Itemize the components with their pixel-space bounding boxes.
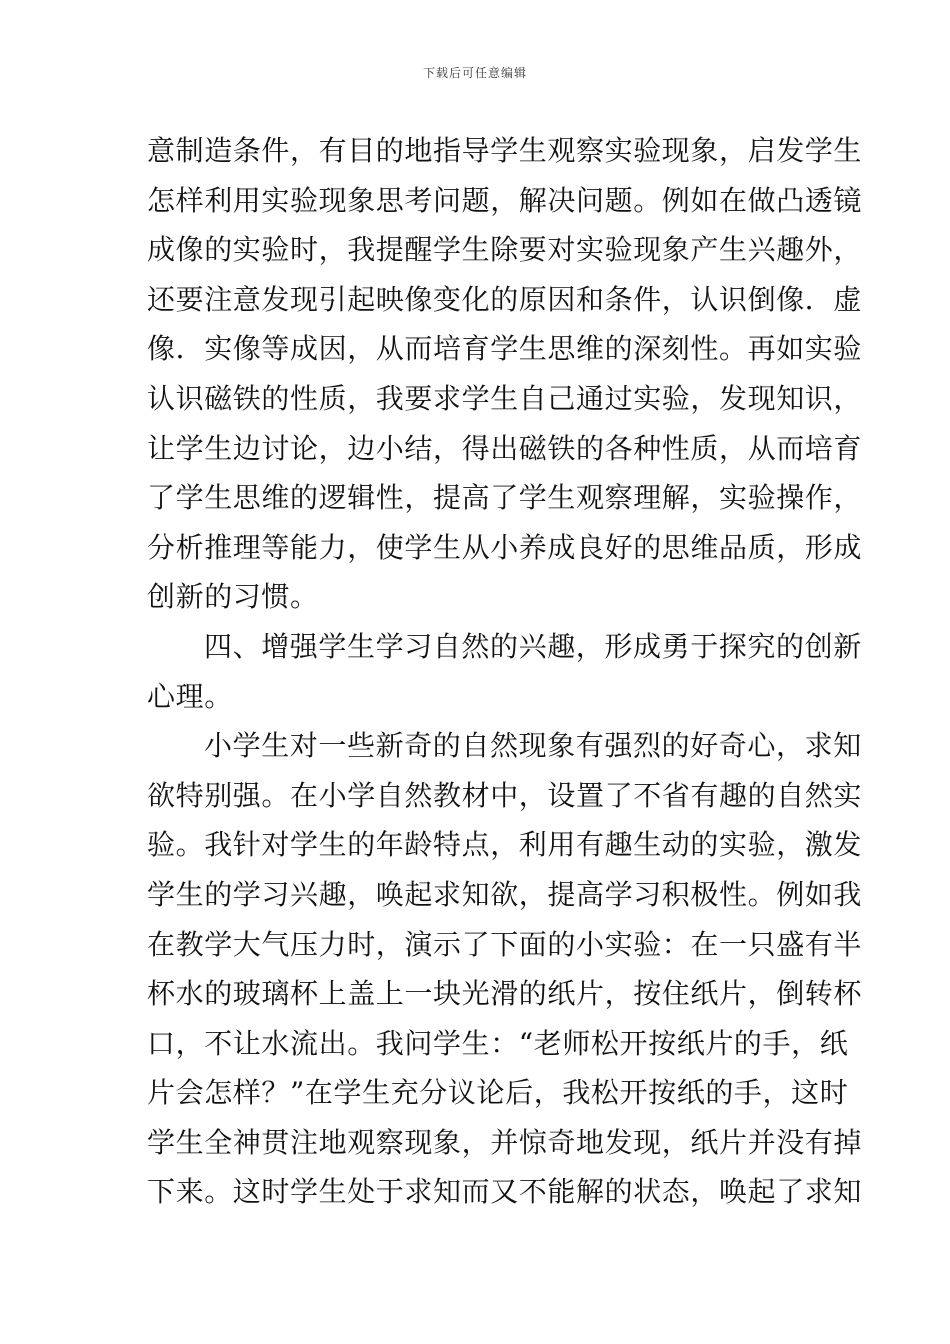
text-line: 怎样利用实验现象思考问题，解决问题。例如在做凸透镜 — [147, 183, 863, 217]
text-line: 还要注意发现引起映像变化的原因和条件，认识倒像．虚 — [147, 282, 863, 316]
document-body — [147, 126, 863, 1217]
text-line: 下来。这时学生处于求知而又不能解的状态，唤起了求知 — [147, 1175, 863, 1209]
text-line: 分析推理等能力，使学生从小养成良好的思维品质，形成 — [147, 530, 863, 564]
page-header-note: 下载后可任意编辑 — [422, 66, 527, 80]
section-heading: 四、增强学生学习自然的兴趣，形成勇于探究的创新 — [204, 629, 862, 663]
text-line: 学生全神贯注地观察现象，并惊奇地发现，纸片并没有掉 — [147, 1125, 863, 1159]
text-line: 认识磁铁的性质，我要求学生自己通过实验，发现知识， — [147, 381, 863, 415]
text-line: 创新的习惯。 — [147, 580, 319, 614]
text-line: 成像的实验时，我提醒学生除要对实验现象产生兴趣外， — [147, 233, 863, 267]
section-heading-continued: 心理。 — [147, 679, 233, 713]
text-line: 在教学大气压力时，演示了下面的小实验：在一只盛有半 — [147, 927, 863, 961]
text-line: 学生的学习兴趣，唤起求知欲，提高学习积极性。例如我 — [147, 877, 863, 911]
text-line: 口，不让水流出。我问学生：“老师松开按纸片的手，纸 — [147, 1026, 849, 1060]
text-line: 了学生思维的逻辑性，提高了学生观察理解，实验操作， — [147, 481, 863, 515]
text-line: 验。我针对学生的年龄特点，利用有趣生动的实验，激发 — [147, 828, 863, 862]
text-line: 让学生边讨论，边小结，得出磁铁的各种性质，从而培育 — [147, 431, 863, 465]
text-line: 片会怎样？”在学生充分议论后，我松开按纸的手，这时 — [147, 1076, 849, 1110]
text-line: 欲特别强。在小学自然教材中，设置了不省有趣的自然实 — [147, 778, 863, 812]
text-line: 像．实像等成因，从而培育学生思维的深刻性。再如实验 — [147, 332, 863, 366]
text-line: 杯水的玻璃杯上盖上一块光滑的纸片，按住纸片，倒转杯 — [147, 977, 863, 1011]
text-line: 意制造条件，有目的地指导学生观察实验现象，启发学生 — [147, 134, 863, 167]
paragraph-start-line: 小学生对一些新奇的自然现象有强烈的好奇心，求知 — [204, 729, 862, 763]
